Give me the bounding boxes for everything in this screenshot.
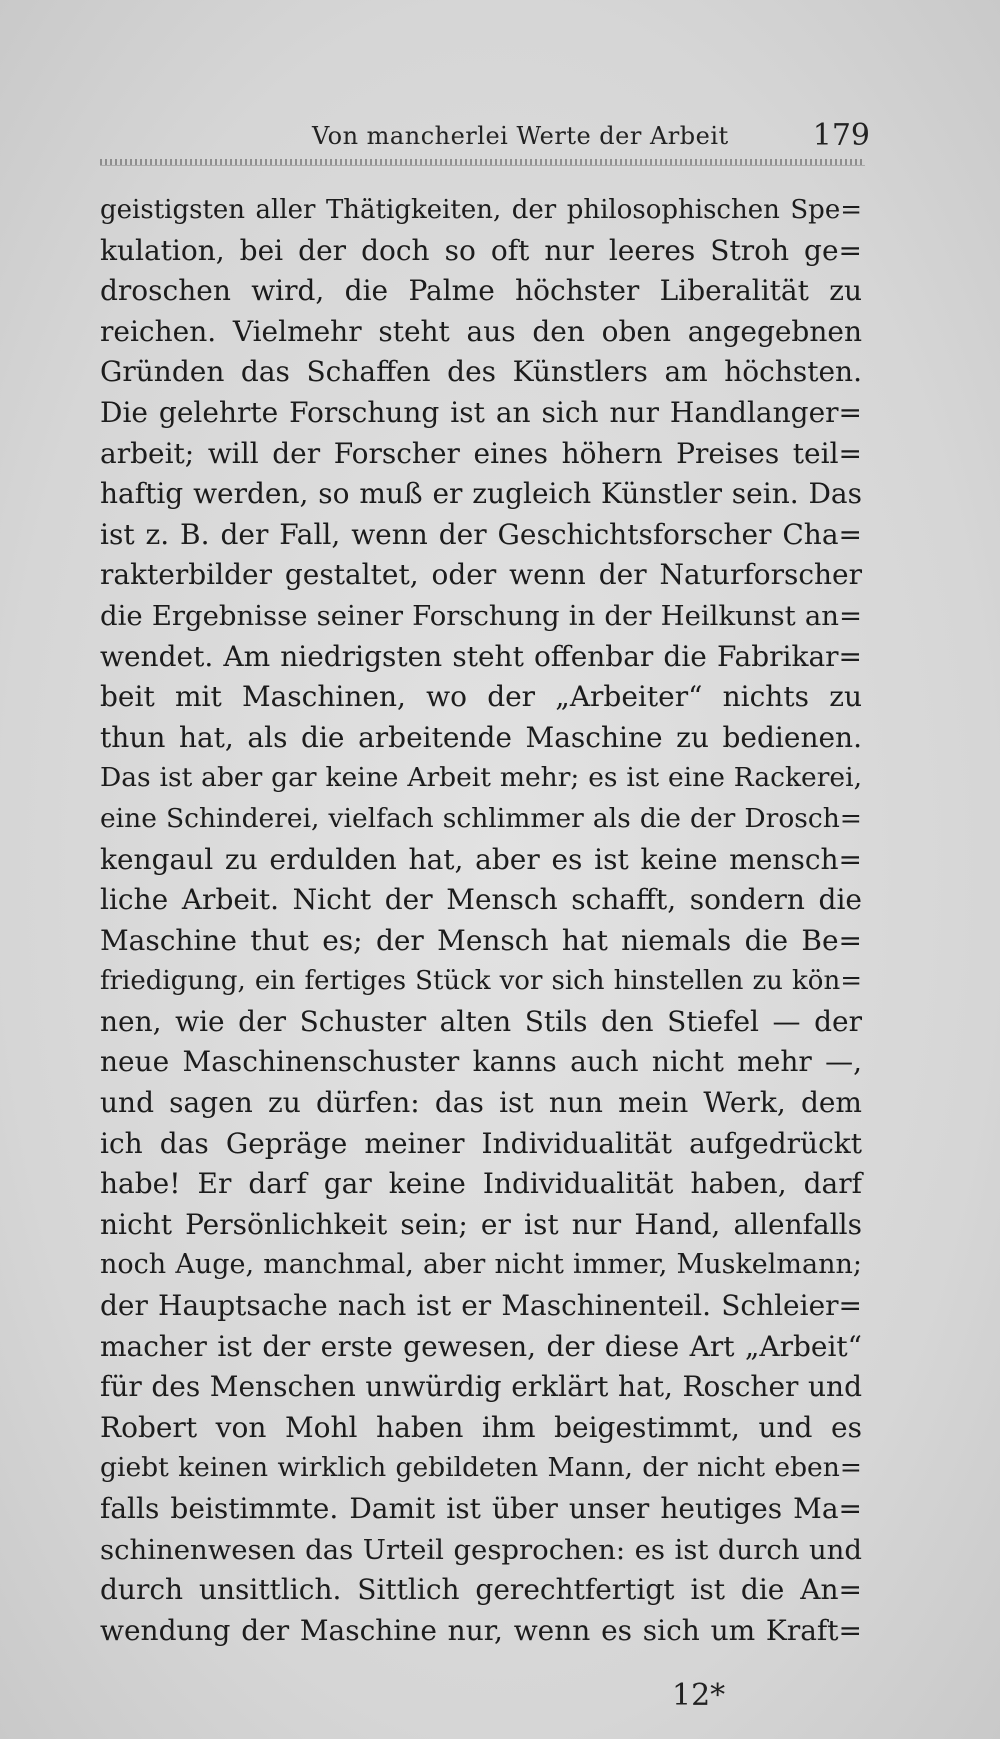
text-line: geistigsten aller Thätigkeiten, der philosophischen Spe= xyxy=(100,195,862,225)
text-line: giebt keinen wirklich gebildeten Mann, der nicht eben= xyxy=(100,1452,862,1484)
text-line: der Hauptsache nach ist er Maschinenteil. Schleier= xyxy=(100,1289,862,1323)
text-line: nen, wie der Schuster alten Stils den Stiefel — der xyxy=(100,1004,862,1038)
text-line: Gründen das Schaffen des Künstlers am höchsten. xyxy=(100,355,862,389)
text-line: liche Arbeit. Nicht der Mensch schafft, sondern die xyxy=(100,883,862,917)
running-title: Von mancherlei Werte der Arbeit xyxy=(312,122,729,150)
text-line: eine Schinderei, vielfach schlimmer als die der Drosch= xyxy=(100,802,862,834)
text-line: und sagen zu dürfen: das ist nun mein Werk, dem xyxy=(100,1086,862,1120)
text-line: haftig werden, so muß er zugleich Künstler sein. Das xyxy=(100,477,862,511)
text-line: Maschine thut es; der Mensch hat niemals die Be= xyxy=(100,923,862,957)
text-line: noch Auge, manchmal, aber nicht immer, Muskelmann; xyxy=(100,1249,862,1281)
text-line: kulation, bei der doch so oft nur leeres Stroh ge= xyxy=(100,233,862,267)
text-line: falls beistimmte. Damit ist über unser heutiges Ma= xyxy=(100,1492,862,1525)
text-line: schinenwesen das Urteil gesprochen: es ist durch und xyxy=(100,1533,862,1566)
signature-mark: 12* xyxy=(672,1678,726,1713)
text-line: friedigung, ein fertiges Stück vor sich hinstellen zu kön= xyxy=(100,966,862,997)
body-text xyxy=(100,190,862,1651)
running-head xyxy=(100,118,900,158)
text-line: die Ergebnisse seiner Forschung in der Heilkunst an= xyxy=(100,599,862,632)
page-number: 179 xyxy=(812,118,870,153)
text-line: Die gelehrte Forschung ist an sich nur Handlanger= xyxy=(100,395,862,429)
text-line: Das ist aber gar keine Arbeit mehr; es ist eine Rackerei, xyxy=(100,762,862,794)
text-line: kengaul zu erdulden hat, aber es ist keine mensch= xyxy=(100,842,862,876)
text-line: Robert von Mohl haben ihm beigestimmt, und es xyxy=(100,1410,862,1444)
text-line: habe! Er darf gar keine Individualität haben, darf xyxy=(100,1167,862,1201)
text-line: wendet. Am niedrigsten steht offenbar die Fabrikar= xyxy=(100,639,862,673)
text-line: nicht Persönlichkeit sein; er ist nur Hand, allenfalls xyxy=(100,1207,862,1241)
text-line: wendung der Maschine nur, wenn es sich um Kraft= xyxy=(100,1613,862,1647)
text-line: neue Maschinenschuster kanns auch nicht mehr —, xyxy=(100,1045,862,1079)
text-line: ist z. B. der Fall, wenn der Geschichtsforscher Cha= xyxy=(100,517,862,551)
header-rule xyxy=(100,159,865,166)
text-line: für des Menschen unwürdig erklärt hat, Roscher und xyxy=(100,1370,862,1404)
text-line: rakterbilder gestaltet, oder wenn der Naturforscher xyxy=(100,558,862,592)
text-line: macher ist der erste gewesen, der diese Art „Arbeit“ xyxy=(100,1329,862,1363)
text-line: thun hat, als die arbeitende Maschine zu bedienen. xyxy=(100,720,862,754)
text-line: arbeit; will der Forscher eines höhern Preises teil= xyxy=(100,436,862,470)
text-line: reichen. Vielmehr steht aus den oben angegebnen xyxy=(100,314,862,348)
text-line: beit mit Maschinen, wo der „Arbeiter“ nichts zu xyxy=(100,680,862,714)
text-line: ich das Gepräge meiner Individualität aufgedrückt xyxy=(100,1126,862,1160)
text-line: droschen wird, die Palme höchster Liberalität zu xyxy=(100,274,862,308)
text-line: durch unsittlich. Sittlich gerechtfertigt ist die An= xyxy=(100,1573,862,1607)
